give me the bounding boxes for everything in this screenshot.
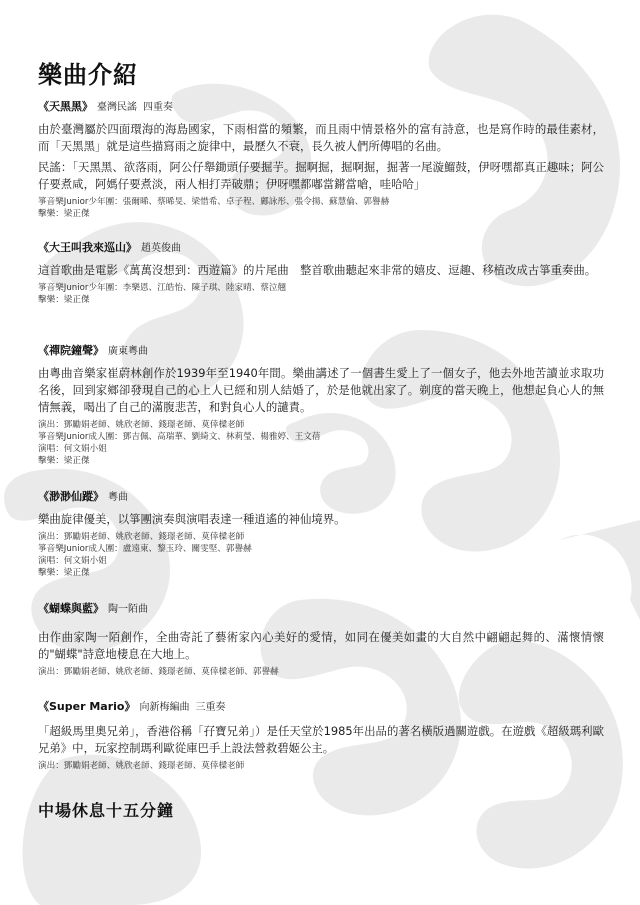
piece-paragraph: 樂曲旋律優美，以箏團演奏與演唱表達一種逍遙的神仙境界。 — [38, 512, 346, 526]
piece-super-mario — [38, 700, 604, 772]
piece-chan-yuan — [38, 344, 604, 467]
piece-title: 《禪院鐘聲》 — [38, 344, 104, 357]
credit-line: 演唱：何文娟小姐 — [38, 444, 107, 454]
piece-instrumentation: 四重奏 — [143, 102, 173, 113]
credit-line: 演出：鄧勵娟老師、姚欣老師、錢璟老師、莫倖樑老師 — [38, 420, 245, 430]
piece-da-wang — [38, 241, 604, 306]
credit-line: 箏音樂Junior少年團：李樂恩、江皓怡、陳子琪、陸家晴、蔡泣翹 — [38, 283, 287, 293]
piece-credits — [38, 760, 604, 772]
credit-line: 擊樂：梁正傑 — [38, 456, 90, 466]
piece-tian-hei-hei — [38, 100, 604, 220]
credit-line: 演出：鄧勵娟老師、姚欣老師、錢璟老師、莫倖樑老師、郭譽赫 — [38, 667, 279, 677]
credit-line: 演唱：何文娟小姐 — [38, 556, 107, 566]
piece-title: 《大王叫我來巡山》 — [38, 241, 137, 254]
piece-credits — [38, 196, 604, 220]
piece-paragraph: 民謠：「天黑黑、欲落雨，阿公仔舉鋤頭仔要掘芋。掘啊掘，掘啊掘，掘著一尾漩鰡鼓，伊呀嘿都真正趣味；阿公仔要煮咸，阿媽仔要煮淡，兩人相打弄破鼎；伊呀嘿都嘟當鏘當嗆，哇哈哈」 — [38, 160, 604, 191]
credit-line: 箏音樂Junior成人團：鄧吉佩、高瑞華、劉綺文、林莉瑩、楊雅婷、王文蓓 — [38, 432, 321, 442]
piece-butterfly — [38, 602, 604, 678]
piece-credits — [38, 531, 604, 579]
piece-type: 臺灣民謠 — [97, 102, 137, 113]
piece-paragraph: 由粵曲音樂家崔蔚林創作於1939年至1940年間。樂曲講述了一個書生愛上了一個女子，他去外地苦讀並求取功名後，回到家鄉卻發現自己的心上人已經和別人結婚了，於是他就出家了。剃度的當天晚上，他想起負心人的無情無義，喝出了自己的滿腹悲苦，和對負心人的譴責。 — [38, 366, 604, 414]
piece-paragraph: 「超級馬里奧兄弟」，香港俗稱「孖寶兄弟」）是任天堂於1985年出品的著名橫版過關遊戲。在遊戲《超級瑪利歐兄弟》中，玩家控制瑪利歐從庫巴手上設法營救碧姬公主。 — [38, 724, 604, 755]
piece-instrumentation: 三重奏 — [195, 702, 226, 713]
page-title: 樂曲介紹 — [38, 60, 138, 89]
piece-title: 《蝴蝶與藍》 — [38, 602, 104, 615]
credit-line: 箏音樂Junior成人團：盧遠東、黎玉玲、關雯堅、郭譽赫 — [38, 544, 252, 554]
piece-header — [38, 602, 604, 617]
credit-line: 擊樂：梁正傑 — [38, 209, 90, 219]
credit-line: 演出：鄧勵娟老師、姚欣老師、錢璟老師、莫倖樑老師 — [38, 761, 245, 771]
piece-paragraph: 由於臺灣屬於四面環海的海島國家，下雨相當的頻繁，而且雨中情景格外的富有詩意，也是寫作時的最佳素材，而「天黑黑」就是這些描寫雨之旋律中，最歷久不衰，長久被人們所傳唱的名曲。 — [38, 122, 604, 153]
piece-credits — [38, 666, 604, 678]
piece-credits — [38, 419, 604, 467]
intermission-notice: 中場休息十五分鐘 — [38, 801, 175, 820]
piece-title: 《渺渺仙蹤》 — [38, 490, 104, 503]
piece-header — [38, 344, 604, 359]
piece-header — [38, 100, 604, 115]
piece-header — [38, 700, 604, 715]
piece-title: 《天黑黑》 — [38, 100, 93, 113]
piece-type: 趙英俊曲 — [141, 243, 181, 254]
piece-header — [38, 490, 604, 505]
piece-miao-miao — [38, 490, 604, 579]
credit-line: 擊樂：梁正傑 — [38, 295, 90, 305]
piece-type: 廣東粵曲 — [108, 346, 148, 357]
credit-line: 演出：鄧勵娟老師、姚欣老師、錢璟老師、莫倖樑老師 — [38, 532, 245, 542]
piece-type: 粵曲 — [108, 492, 128, 503]
piece-credits — [38, 282, 604, 306]
piece-type: 向新梅編曲 — [139, 702, 190, 713]
piece-paragraph: 由作曲家陶一陌創作，全曲寄託了藝術家內心美好的愛情，如同在優美如畫的大自然中翩翩起舞的、滿懷情懷的"蝴蝶"詩意地棲息在大地上。 — [38, 630, 604, 661]
credit-line: 擊樂：梁正傑 — [38, 568, 90, 578]
piece-header — [38, 241, 604, 256]
credit-line: 箏音樂Junior少年團：張爾晞、蔡晞旻、梁惜希、卓子程、鄺詠彤、張令揚、蘇慧倫、郭譽赫 — [38, 197, 390, 207]
piece-title: 《Super Mario》 — [38, 700, 136, 713]
piece-paragraph: 這首歌曲是電影《萬萬沒想到：西遊篇》的片尾曲 整首歌曲聽起來非常的嬉皮、逗趣、移植改成古箏重奏曲。 — [38, 263, 597, 277]
piece-type: 陶一陌曲 — [108, 604, 148, 615]
